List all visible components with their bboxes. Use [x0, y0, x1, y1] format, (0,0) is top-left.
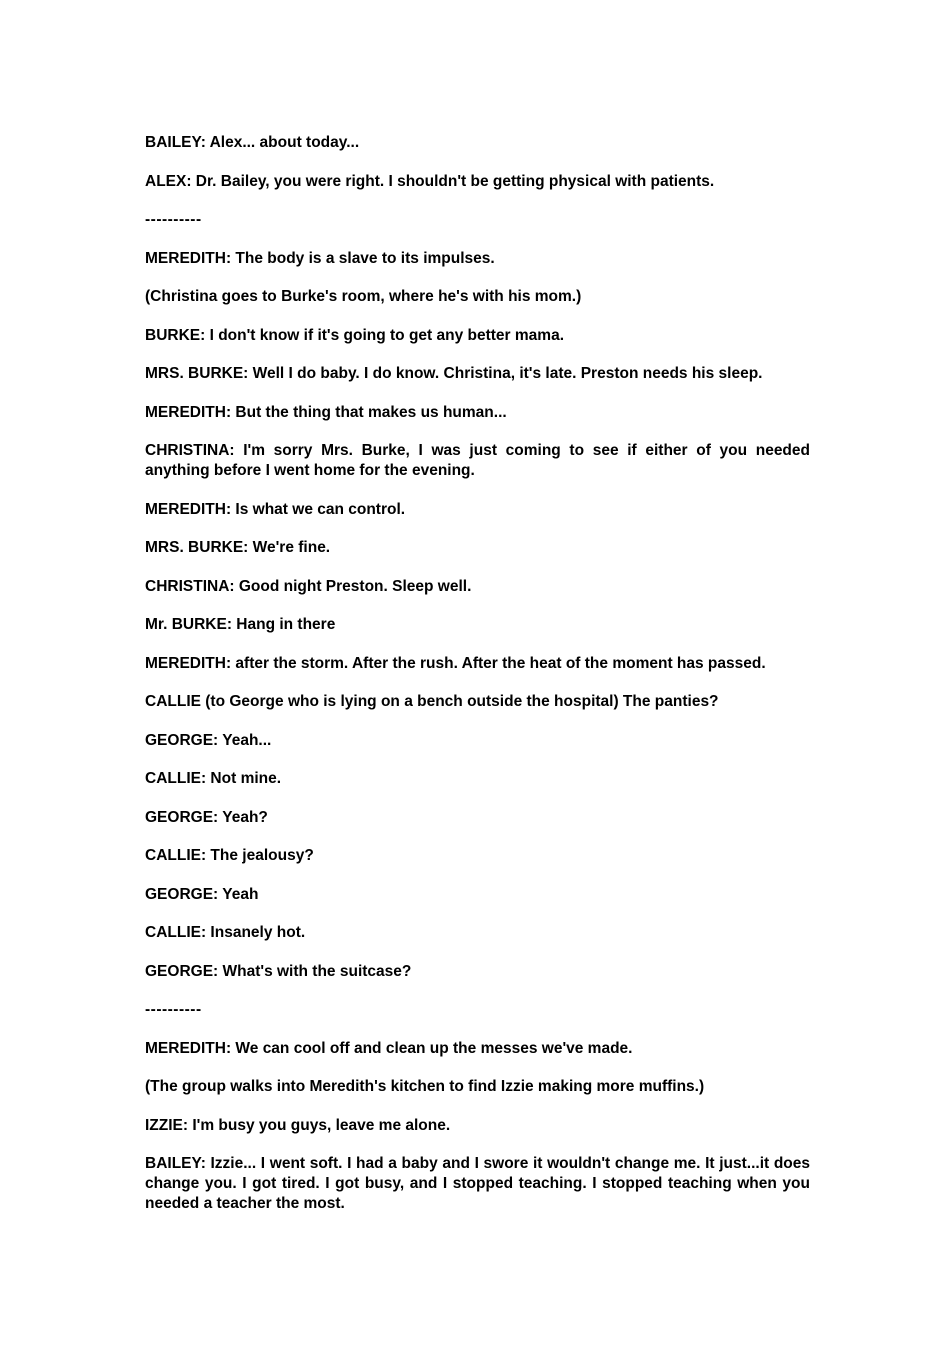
dialogue-line: ALEX: Dr. Bailey, you were right. I shouldn't be getting physical with patients. [145, 172, 715, 190]
dialogue-line: GEORGE: Yeah [145, 885, 259, 903]
dialogue-line: CHRISTINA: Good night Preston. Sleep well. [145, 577, 472, 595]
dialogue-line: MRS. BURKE: We're fine. [145, 539, 331, 556]
dialogue-line: GEORGE: Yeah... [145, 731, 272, 749]
stage-direction: (Christina goes to Burke's room, where he's with his mom.) [145, 288, 582, 305]
dialogue-line: MEREDITH: The body is a slave to its impulses. [145, 249, 495, 267]
dialogue-line: BAILEY: Alex... about today... [145, 134, 360, 151]
dialogue-line: GEORGE: What's with the suitcase? [145, 962, 412, 980]
dialogue-line: MEREDITH: But the thing that makes us human... [145, 403, 507, 421]
dialogue-line: CALLIE: The jealousy? [145, 847, 314, 864]
dialogue-line: CHRISTINA: I'm sorry Mrs. Burke, I was just coming to see if either of you needed anything before I went home for the evening. [145, 442, 810, 479]
scene-separator: ---------- [145, 211, 202, 228]
dialogue-line: MEREDITH: after the storm. After the rush. After the heat of the moment has passed. [145, 654, 766, 672]
dialogue-line: MEREDITH: We can cool off and clean up the messes we've made. [145, 1039, 633, 1057]
script-transcript [145, 133, 810, 1233]
scene-separator: ---------- [145, 1001, 202, 1018]
stage-direction: (The group walks into Meredith's kitchen to find Izzie making more muffins.) [145, 1078, 705, 1095]
dialogue-line: BURKE: I don't know if it's going to get any better mama. [145, 326, 564, 344]
dialogue-line: CALLIE: Not mine. [145, 770, 282, 787]
dialogue-line: BAILEY: Izzie... I went soft. I had a baby and I swore it wouldn't change me. It just...it does change you. I got tired. I got busy, and I stopped teaching. I stopped teaching when you needed a teacher the most. [145, 1155, 810, 1212]
dialogue-line: CALLIE (to George who is lying on a bench outside the hospital) The panties? [145, 693, 719, 710]
dialogue-line: IZZIE: I'm busy you guys, leave me alone. [145, 1116, 451, 1134]
dialogue-line: GEORGE: Yeah? [145, 808, 268, 826]
dialogue-line: CALLIE: Insanely hot. [145, 924, 306, 941]
dialogue-line: MEREDITH: Is what we can control. [145, 500, 406, 518]
dialogue-line: Mr. BURKE: Hang in there [145, 616, 336, 633]
dialogue-line: MRS. BURKE: Well I do baby. I do know. Christina, it's late. Preston needs his sleep. [145, 365, 763, 382]
